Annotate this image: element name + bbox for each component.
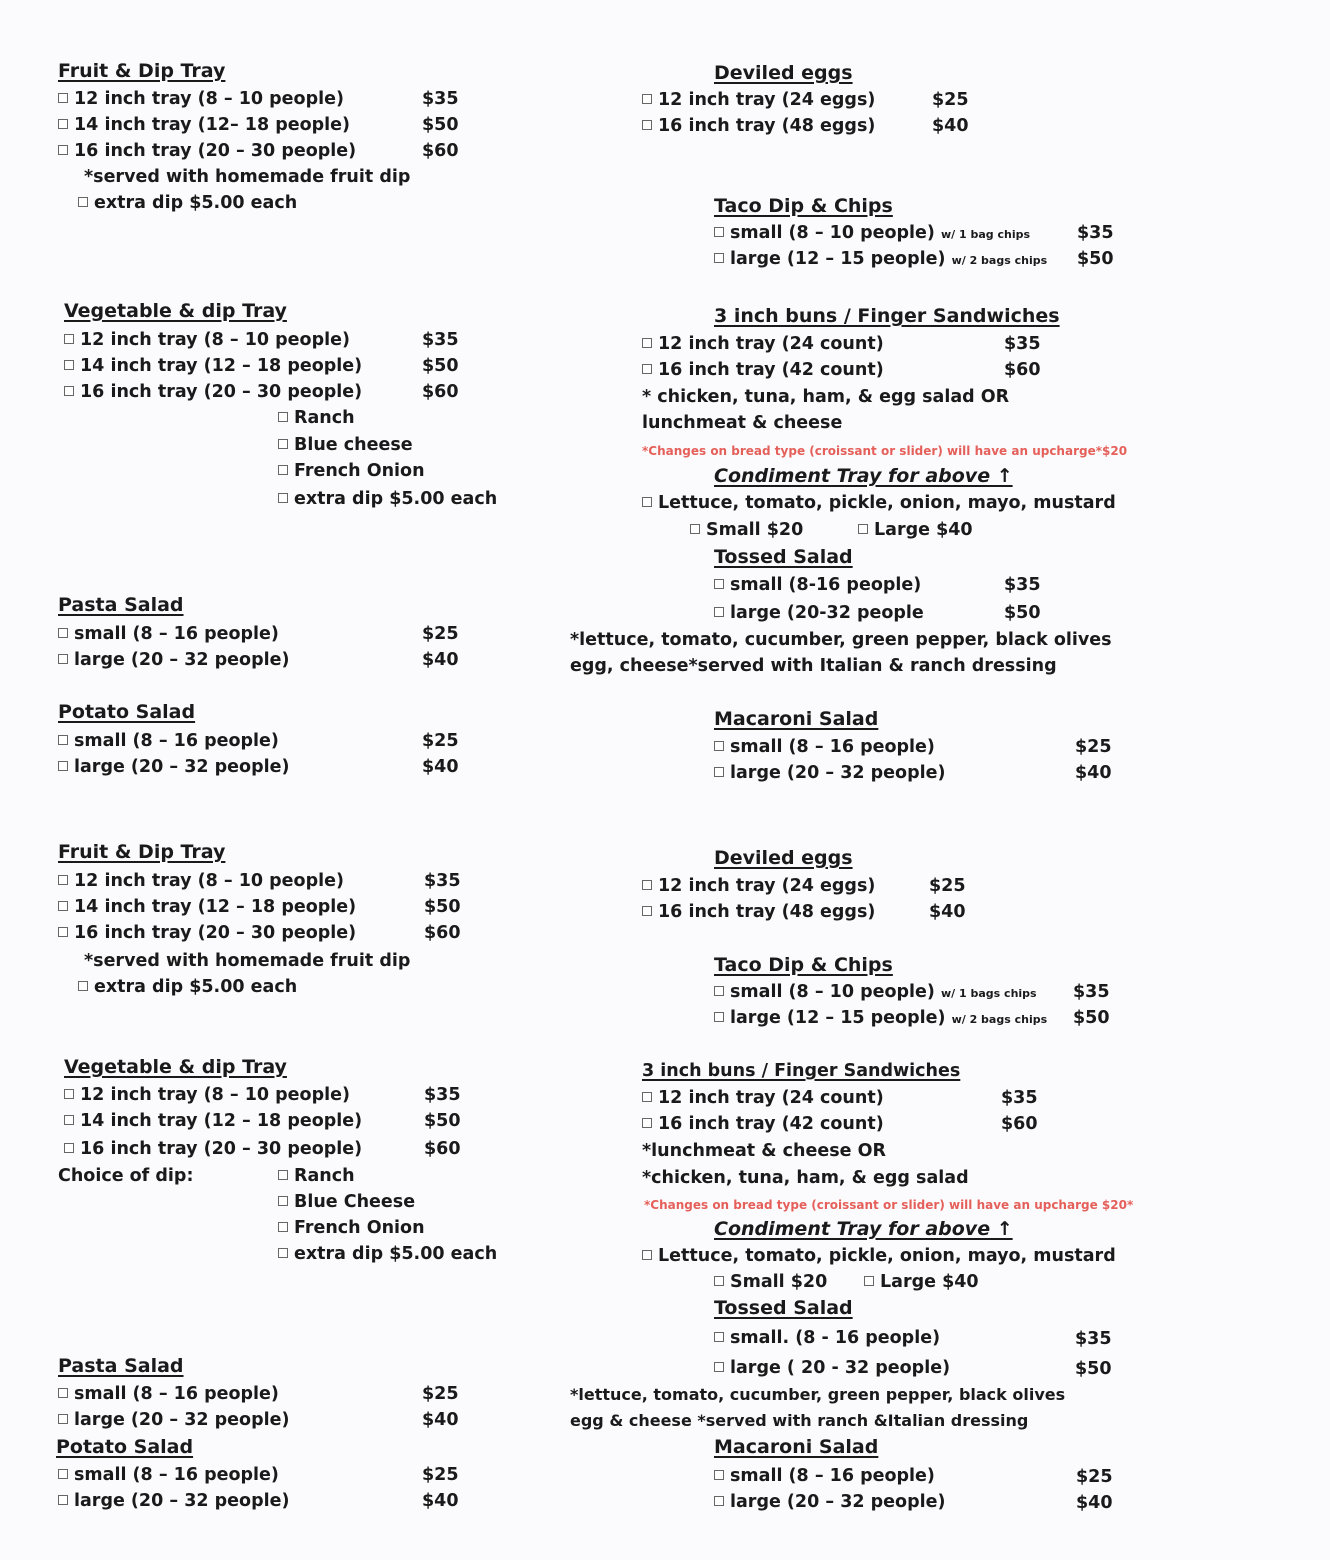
menu-option[interactable] xyxy=(714,736,935,758)
section-title-potato-salad: Potato Salad xyxy=(56,1436,194,1458)
menu-option[interactable] xyxy=(64,381,362,403)
checkbox-icon[interactable] xyxy=(642,1092,652,1102)
section-title-deviled-eggs: Deviled eggs xyxy=(714,62,853,84)
option-price: $40 xyxy=(422,1491,459,1511)
checkbox-icon[interactable] xyxy=(642,94,652,104)
menu-option[interactable] xyxy=(58,870,344,892)
option-price: $35 xyxy=(422,330,459,350)
checkbox-icon[interactable] xyxy=(642,1250,652,1260)
option-label: Blue cheese xyxy=(294,435,413,455)
checkbox-icon[interactable] xyxy=(58,1388,68,1398)
option-label: large (20 – 32 people) xyxy=(74,650,290,670)
checkbox-icon[interactable] xyxy=(714,1496,724,1506)
section-title-vegetable-dip-tray: Vegetable & dip Tray xyxy=(64,300,287,322)
menu-option[interactable] xyxy=(690,519,803,541)
checkbox-icon[interactable] xyxy=(58,901,68,911)
checkbox-icon[interactable] xyxy=(78,981,88,991)
menu-option[interactable] xyxy=(58,1409,289,1431)
option-label: extra dip $5.00 each xyxy=(294,1244,498,1264)
option-price: $60 xyxy=(1004,360,1041,380)
section-title-vegetable-dip-tray: Vegetable & dip Tray xyxy=(64,1056,287,1078)
checkbox-icon[interactable] xyxy=(58,654,68,664)
checkbox-icon[interactable] xyxy=(58,875,68,885)
menu-option[interactable] xyxy=(642,1087,884,1109)
option-label: small (8 – 16 people) xyxy=(730,737,935,757)
checkbox-icon[interactable] xyxy=(690,524,700,534)
option-price: $50 xyxy=(1073,1008,1110,1028)
option-label: large (20 – 32 people) xyxy=(74,1491,290,1511)
option-price: $25 xyxy=(422,1465,459,1485)
checkbox-icon[interactable] xyxy=(64,360,74,370)
option-label: Small $20 xyxy=(706,520,804,540)
menu-option[interactable] xyxy=(642,901,875,923)
section-title-deviled-eggs: Deviled eggs xyxy=(714,847,853,869)
checkbox-icon[interactable] xyxy=(642,906,652,916)
option-price: $60 xyxy=(424,923,461,943)
option-label: 14 inch tray (12 – 18 people) xyxy=(74,897,357,917)
option-label: small. (8 - 16 people) xyxy=(730,1328,941,1348)
checkbox-icon[interactable] xyxy=(714,767,724,777)
checkbox-icon[interactable] xyxy=(64,1089,74,1099)
option-label: 16 inch tray (42 count) xyxy=(658,360,884,380)
option-price: $50 xyxy=(422,356,459,376)
option-label: large (20 – 32 people) xyxy=(74,757,290,777)
menu-option[interactable] xyxy=(78,192,297,214)
option-label: large ( 20 - 32 people) xyxy=(730,1358,951,1378)
option-label: Large $40 xyxy=(880,1272,979,1292)
option-label: 16 inch tray (48 eggs) xyxy=(658,116,876,136)
option-label: 16 inch tray (48 eggs) xyxy=(658,902,876,922)
section-title-condiment-tray: Condiment Tray for above ↑ xyxy=(714,1218,1013,1240)
checkbox-icon[interactable] xyxy=(278,1196,288,1206)
checkbox-icon[interactable] xyxy=(858,524,868,534)
section-title-potato-salad: Potato Salad xyxy=(58,701,196,723)
checkbox-icon[interactable] xyxy=(58,735,68,745)
checkbox-icon[interactable] xyxy=(58,1414,68,1424)
option-label: 12 inch tray (8 – 10 people) xyxy=(80,330,350,350)
menu-option[interactable] xyxy=(858,519,973,541)
checkbox-icon[interactable] xyxy=(64,1143,74,1153)
option-label: 16 inch tray (42 count) xyxy=(658,1114,884,1134)
option-subnote: w/ 1 bag chips xyxy=(941,228,1031,241)
upcharge-note: *Changes on bread type (croissant or slider) will have an upcharge*$20 xyxy=(642,444,1128,458)
option-label: 12 inch tray (8 – 10 people) xyxy=(80,1085,350,1105)
option-price: $60 xyxy=(422,141,459,161)
checkbox-icon[interactable] xyxy=(714,741,724,751)
checkbox-icon[interactable] xyxy=(714,1332,724,1342)
checkbox-icon[interactable] xyxy=(642,364,652,374)
checkbox-icon[interactable] xyxy=(278,1170,288,1180)
menu-option[interactable] xyxy=(642,115,875,137)
menu-option[interactable] xyxy=(714,1357,950,1379)
menu-option[interactable] xyxy=(642,1113,884,1135)
menu-option[interactable] xyxy=(714,248,1047,272)
section-title-fruit-dip-tray: Fruit & Dip Tray xyxy=(58,60,226,82)
menu-option[interactable] xyxy=(714,574,921,596)
option-label: 14 inch tray (12 – 18 people) xyxy=(80,356,363,376)
option-label: Lettuce, tomato, pickle, onion, mayo, mustard xyxy=(658,493,1116,513)
option-price: $25 xyxy=(929,876,966,896)
option-label: 12 inch tray (8 – 10 people) xyxy=(74,89,344,109)
menu-option[interactable] xyxy=(78,976,297,998)
option-price: $50 xyxy=(422,115,459,135)
section-title-tossed-salad: Tossed Salad xyxy=(714,1297,853,1319)
checkbox-icon[interactable] xyxy=(278,465,288,475)
menu-option[interactable] xyxy=(642,89,875,111)
section-note: lunchmeat & cheese xyxy=(642,413,843,433)
option-price: $40 xyxy=(929,902,966,922)
option-price: $50 xyxy=(1075,1359,1112,1379)
option-label: French Onion xyxy=(294,1218,425,1238)
option-label: small (8-16 people) xyxy=(730,575,922,595)
option-label: 12 inch tray (24 eggs) xyxy=(658,876,876,896)
dip-option[interactable] xyxy=(278,1191,415,1213)
menu-option[interactable] xyxy=(64,355,362,377)
section-title-macaroni-salad: Macaroni Salad xyxy=(714,708,879,730)
option-price: $35 xyxy=(1004,575,1041,595)
option-price: $40 xyxy=(422,757,459,777)
checkbox-icon[interactable] xyxy=(714,1470,724,1480)
option-subnote: w/ 2 bags chips xyxy=(951,254,1048,267)
option-price: $50 xyxy=(1077,249,1114,269)
option-price: $50 xyxy=(424,1111,461,1131)
option-label: large (20 – 32 people) xyxy=(730,763,946,783)
option-price: $35 xyxy=(1075,1329,1112,1349)
dip-option[interactable] xyxy=(278,434,413,456)
section-title-finger-sandwiches: 3 inch buns / Finger Sandwiches xyxy=(642,1061,961,1081)
option-label: large (20-32 people xyxy=(730,603,924,623)
checkbox-icon[interactable] xyxy=(278,493,288,503)
checkbox-icon[interactable] xyxy=(714,1276,724,1286)
menu-option[interactable] xyxy=(714,1271,827,1293)
option-price: $60 xyxy=(422,382,459,402)
menu-option[interactable] xyxy=(64,1138,362,1160)
menu-option[interactable] xyxy=(64,329,350,351)
option-price: $25 xyxy=(422,731,459,751)
option-price: $50 xyxy=(424,897,461,917)
section-note: egg & cheese *served with ranch &Italian dressing xyxy=(570,1411,1029,1430)
option-price: $25 xyxy=(422,1384,459,1404)
option-label: 14 inch tray (12 – 18 people) xyxy=(80,1111,363,1131)
menu-option[interactable] xyxy=(58,114,350,136)
checkbox-icon[interactable] xyxy=(714,607,724,617)
option-price: $25 xyxy=(1076,1467,1113,1487)
section-title-pasta-salad: Pasta Salad xyxy=(58,1355,184,1377)
checkbox-icon[interactable] xyxy=(64,334,74,344)
option-label: small (8 – 10 people) xyxy=(730,223,935,243)
option-price: $40 xyxy=(1076,1493,1113,1513)
section-note: *served with homemade fruit dip xyxy=(84,167,411,187)
option-price: $35 xyxy=(422,89,459,109)
checkbox-icon[interactable] xyxy=(864,1276,874,1286)
menu-option[interactable] xyxy=(58,730,279,752)
option-price: $35 xyxy=(1073,982,1110,1002)
menu-option[interactable] xyxy=(714,981,1037,1005)
option-subnote: w/ 2 bags chips xyxy=(951,1013,1048,1026)
option-label: Ranch xyxy=(294,1166,355,1186)
option-label: 12 inch tray (8 – 10 people) xyxy=(74,871,344,891)
checkbox-icon[interactable] xyxy=(78,197,88,207)
checkbox-icon[interactable] xyxy=(58,1495,68,1505)
menu-option[interactable] xyxy=(642,875,875,897)
menu-option[interactable] xyxy=(58,1464,279,1486)
option-label: small (8 – 16 people) xyxy=(74,731,279,751)
checkbox-icon[interactable] xyxy=(642,880,652,890)
menu-option[interactable] xyxy=(714,602,924,624)
option-label: small (8 – 16 people) xyxy=(730,1466,935,1486)
option-label: 12 inch tray (24 count) xyxy=(658,1088,884,1108)
menu-option[interactable] xyxy=(58,896,356,918)
section-note: *chicken, tuna, ham, & egg salad xyxy=(642,1168,969,1188)
checkbox-icon[interactable] xyxy=(64,386,74,396)
option-label: 16 inch tray (20 – 30 people) xyxy=(80,382,363,402)
checkbox-icon[interactable] xyxy=(58,927,68,937)
checkbox-icon[interactable] xyxy=(58,93,68,103)
menu-option[interactable] xyxy=(642,359,884,381)
option-price: $40 xyxy=(422,650,459,670)
menu-option[interactable] xyxy=(58,623,279,645)
dip-option[interactable] xyxy=(278,460,425,482)
checkbox-icon[interactable] xyxy=(58,761,68,771)
checkbox-icon[interactable] xyxy=(714,986,724,996)
checkbox-icon[interactable] xyxy=(278,439,288,449)
menu-option[interactable] xyxy=(714,1327,940,1349)
upcharge-note: *Changes on bread type (croissant or slider) will have an upcharge $20* xyxy=(644,1198,1134,1212)
menu-option[interactable] xyxy=(714,1007,1047,1031)
menu-option[interactable] xyxy=(58,1383,279,1405)
section-title-macaroni-salad: Macaroni Salad xyxy=(714,1436,879,1458)
choice-of-dip-label: Choice of dip: xyxy=(58,1166,194,1186)
option-label: 12 inch tray (24 count) xyxy=(658,334,884,354)
option-label: small (8 – 10 people) xyxy=(730,982,935,1002)
option-label: Lettuce, tomato, pickle, onion, mayo, mustard xyxy=(658,1246,1116,1266)
checkbox-icon[interactable] xyxy=(714,579,724,589)
option-price: $50 xyxy=(1004,603,1041,623)
option-label: 12 inch tray (24 eggs) xyxy=(658,90,876,110)
checkbox-icon[interactable] xyxy=(64,1115,74,1125)
option-price: $35 xyxy=(424,1085,461,1105)
menu-option[interactable] xyxy=(714,222,1030,246)
menu-option[interactable] xyxy=(58,140,356,162)
option-label: Ranch xyxy=(294,408,355,428)
option-label: Large $40 xyxy=(874,520,973,540)
section-note: *served with homemade fruit dip xyxy=(84,951,411,971)
option-price: $35 xyxy=(424,871,461,891)
menu-option[interactable] xyxy=(642,1245,1116,1267)
option-label: French Onion xyxy=(294,461,425,481)
checkbox-icon[interactable] xyxy=(714,227,724,237)
section-title-fruit-dip-tray: Fruit & Dip Tray xyxy=(58,841,226,863)
option-label: extra dip $5.00 each xyxy=(94,977,298,997)
section-note: *lettuce, tomato, cucumber, green pepper, black olives xyxy=(570,630,1112,650)
menu-option[interactable] xyxy=(642,333,884,355)
menu-option[interactable] xyxy=(58,922,356,944)
option-label: large (12 – 15 people) xyxy=(730,1008,946,1028)
dip-option[interactable] xyxy=(278,407,355,429)
section-title-tossed-salad: Tossed Salad xyxy=(714,546,853,568)
option-label: 14 inch tray (12– 18 people) xyxy=(74,115,351,135)
option-price: $40 xyxy=(422,1410,459,1430)
section-note: egg, cheese*served with Italian & ranch dressing xyxy=(570,656,1057,676)
option-label: Small $20 xyxy=(730,1272,828,1292)
checkbox-icon[interactable] xyxy=(714,253,724,263)
section-title-condiment-tray: Condiment Tray for above ↑ xyxy=(714,465,1013,487)
checkbox-icon[interactable] xyxy=(642,497,652,507)
section-note: *lunchmeat & cheese OR xyxy=(642,1141,886,1161)
section-title-pasta-salad: Pasta Salad xyxy=(58,594,184,616)
option-label: extra dip $5.00 each xyxy=(294,489,498,509)
option-label: large (20 – 32 people) xyxy=(74,1410,290,1430)
checkbox-icon[interactable] xyxy=(278,1222,288,1232)
section-note: *lettuce, tomato, cucumber, green pepper, black olives xyxy=(570,1385,1066,1404)
option-price: $35 xyxy=(1077,223,1114,243)
checkbox-icon[interactable] xyxy=(714,1362,724,1372)
option-label: small (8 – 16 people) xyxy=(74,1465,279,1485)
option-price: $60 xyxy=(1001,1114,1038,1134)
dip-option[interactable] xyxy=(278,1165,355,1187)
dip-option[interactable] xyxy=(278,488,497,510)
menu-option[interactable] xyxy=(58,649,289,671)
checkbox-icon[interactable] xyxy=(58,119,68,129)
option-label: large (12 – 15 people) xyxy=(730,249,946,269)
checkbox-icon[interactable] xyxy=(642,120,652,130)
menu-option[interactable] xyxy=(714,762,945,784)
option-price: $40 xyxy=(932,116,969,136)
option-price: $25 xyxy=(932,90,969,110)
section-title-finger-sandwiches: 3 inch buns / Finger Sandwiches xyxy=(714,305,1060,327)
option-price: $25 xyxy=(1075,737,1112,757)
option-price: $25 xyxy=(422,624,459,644)
option-label: extra dip $5.00 each xyxy=(94,193,298,213)
option-label: small (8 – 16 people) xyxy=(74,1384,279,1404)
checkbox-icon[interactable] xyxy=(642,1118,652,1128)
menu-option[interactable] xyxy=(642,492,1116,514)
menu-option[interactable] xyxy=(58,88,344,110)
dip-option[interactable] xyxy=(278,1217,425,1239)
dip-option[interactable] xyxy=(278,1243,497,1265)
checkbox-icon[interactable] xyxy=(714,1012,724,1022)
checkbox-icon[interactable] xyxy=(278,1248,288,1258)
option-price: $35 xyxy=(1004,334,1041,354)
option-subnote: w/ 1 bags chips xyxy=(941,987,1037,1000)
option-label: large (20 – 32 people) xyxy=(730,1492,946,1512)
option-label: 16 inch tray (20 – 30 people) xyxy=(74,141,357,161)
option-price: $40 xyxy=(1075,763,1112,783)
menu-option[interactable] xyxy=(864,1271,979,1293)
option-label: Blue Cheese xyxy=(294,1192,416,1212)
section-title-taco-dip-chips: Taco Dip & Chips xyxy=(714,954,893,976)
option-label: 16 inch tray (20 – 30 people) xyxy=(80,1139,363,1159)
menu-option[interactable] xyxy=(714,1465,935,1487)
menu-option[interactable] xyxy=(714,1491,945,1513)
checkbox-icon[interactable] xyxy=(278,412,288,422)
section-title-taco-dip-chips: Taco Dip & Chips xyxy=(714,195,893,217)
checkbox-icon[interactable] xyxy=(58,145,68,155)
option-label: 16 inch tray (20 – 30 people) xyxy=(74,923,357,943)
menu-option[interactable] xyxy=(64,1110,362,1132)
option-price: $60 xyxy=(424,1139,461,1159)
menu-option[interactable] xyxy=(58,756,289,778)
menu-option[interactable] xyxy=(64,1084,350,1106)
checkbox-icon[interactable] xyxy=(58,1469,68,1479)
option-label: small (8 – 16 people) xyxy=(74,624,279,644)
menu-option[interactable] xyxy=(58,1490,289,1512)
section-note: * chicken, tuna, ham, & egg salad OR xyxy=(642,387,1010,407)
checkbox-icon[interactable] xyxy=(58,628,68,638)
checkbox-icon[interactable] xyxy=(642,338,652,348)
option-price: $35 xyxy=(1001,1088,1038,1108)
